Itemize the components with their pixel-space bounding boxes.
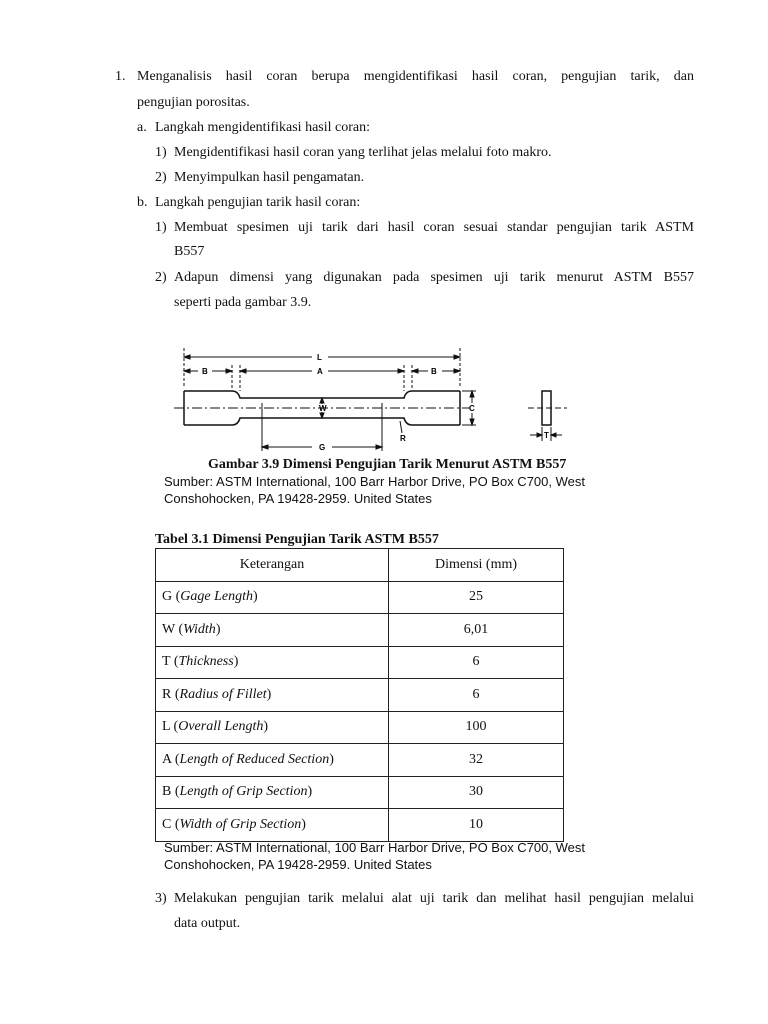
label-T: T: [544, 431, 549, 440]
label-B-right: B: [431, 367, 437, 376]
row-value: 6: [389, 646, 564, 679]
table-row: [156, 614, 564, 647]
figure-source-line1: Sumber: ASTM International, 100 Barr Harbor Drive, PO Box C700, West: [164, 474, 585, 489]
item1-line2: pengujian porositas.: [137, 95, 250, 110]
figure-caption: Gambar 3.9 Dimensi Pengujian Tarik Menurut ASTM B557: [208, 457, 567, 472]
b-step-2-number: 2): [155, 270, 167, 285]
row-value: 25: [389, 581, 564, 614]
a-step-2-text: Menyimpulkan hasil pengamatan.: [174, 170, 365, 185]
subitem-a-text: Langkah mengidentifikasi hasil coran:: [155, 120, 370, 135]
b-step-1-line1: Membuat spesimen uji tarik dari hasil coran sesuai standar pengujian tarik ASTM: [174, 220, 694, 235]
table-caption: Tabel 3.1 Dimensi Pengujian Tarik ASTM B557: [155, 532, 439, 547]
table-header-row: [156, 549, 564, 582]
table-row: [156, 581, 564, 614]
table-row: [156, 776, 564, 809]
row-value: 100: [389, 711, 564, 744]
header-keterangan: Keterangan: [156, 549, 389, 582]
table-row: [156, 809, 564, 842]
label-W: W: [319, 404, 327, 413]
b-step-1-line2: B557: [174, 244, 205, 259]
tensile-specimen-diagram: [172, 343, 572, 453]
list-number-1: 1.: [115, 69, 126, 84]
row-label: G (Gage Length): [156, 581, 389, 614]
a-step-2-number: 2): [155, 170, 167, 185]
item1-line1: Menganalisis hasil coran berupa mengidentifikasi hasil coran, pengujian tarik, dan: [137, 69, 694, 84]
a-step-1-text: Mengidentifikasi hasil coran yang terlihat jelas melalui foto makro.: [174, 145, 552, 160]
table-source-line2: Conshohocken, PA 19428-2959. United States: [164, 857, 432, 872]
row-value: 30: [389, 776, 564, 809]
label-A: A: [317, 367, 323, 376]
dimension-table: [155, 548, 564, 842]
label-R: R: [400, 434, 406, 443]
b-step-3-line1: Melakukan pengujian tarik melalui alat uji tarik dan melihat hasil pengujian melalui: [174, 891, 694, 906]
b-step-2-line2: seperti pada gambar 3.9.: [174, 295, 312, 310]
b-step-1-number: 1): [155, 220, 167, 235]
table-row: [156, 744, 564, 777]
a-step-1-number: 1): [155, 145, 167, 160]
row-label: W (Width): [156, 614, 389, 647]
b-step-2-line1: Adapun dimensi yang digunakan pada spesimen uji tarik menurut ASTM B557: [174, 270, 694, 285]
row-value: 6,01: [389, 614, 564, 647]
table-row: [156, 646, 564, 679]
row-label: T (Thickness): [156, 646, 389, 679]
row-label: C (Width of Grip Section): [156, 809, 389, 842]
b-step-3-number: 3): [155, 891, 167, 906]
table-source-line1: Sumber: ASTM International, 100 Barr Harbor Drive, PO Box C700, West: [164, 840, 585, 855]
table-row: [156, 679, 564, 712]
label-C: C: [469, 404, 475, 413]
sublist-letter-b: b.: [137, 195, 148, 210]
row-value: 6: [389, 679, 564, 712]
subitem-b-text: Langkah pengujian tarik hasil coran:: [155, 195, 361, 210]
label-L: L: [317, 353, 322, 362]
b-step-3-line2: data output.: [174, 916, 241, 931]
row-label: B (Length of Grip Section): [156, 776, 389, 809]
figure-source-line2: Conshohocken, PA 19428-2959. United States: [164, 491, 432, 506]
row-label: L (Overall Length): [156, 711, 389, 744]
row-value: 10: [389, 809, 564, 842]
row-label: A (Length of Reduced Section): [156, 744, 389, 777]
table-row: [156, 711, 564, 744]
label-G: G: [319, 443, 326, 452]
header-dimensi: Dimensi (mm): [389, 549, 564, 582]
row-value: 32: [389, 744, 564, 777]
label-B-left: B: [202, 367, 208, 376]
sublist-letter-a: a.: [137, 120, 147, 135]
row-label: R (Radius of Fillet): [156, 679, 389, 712]
